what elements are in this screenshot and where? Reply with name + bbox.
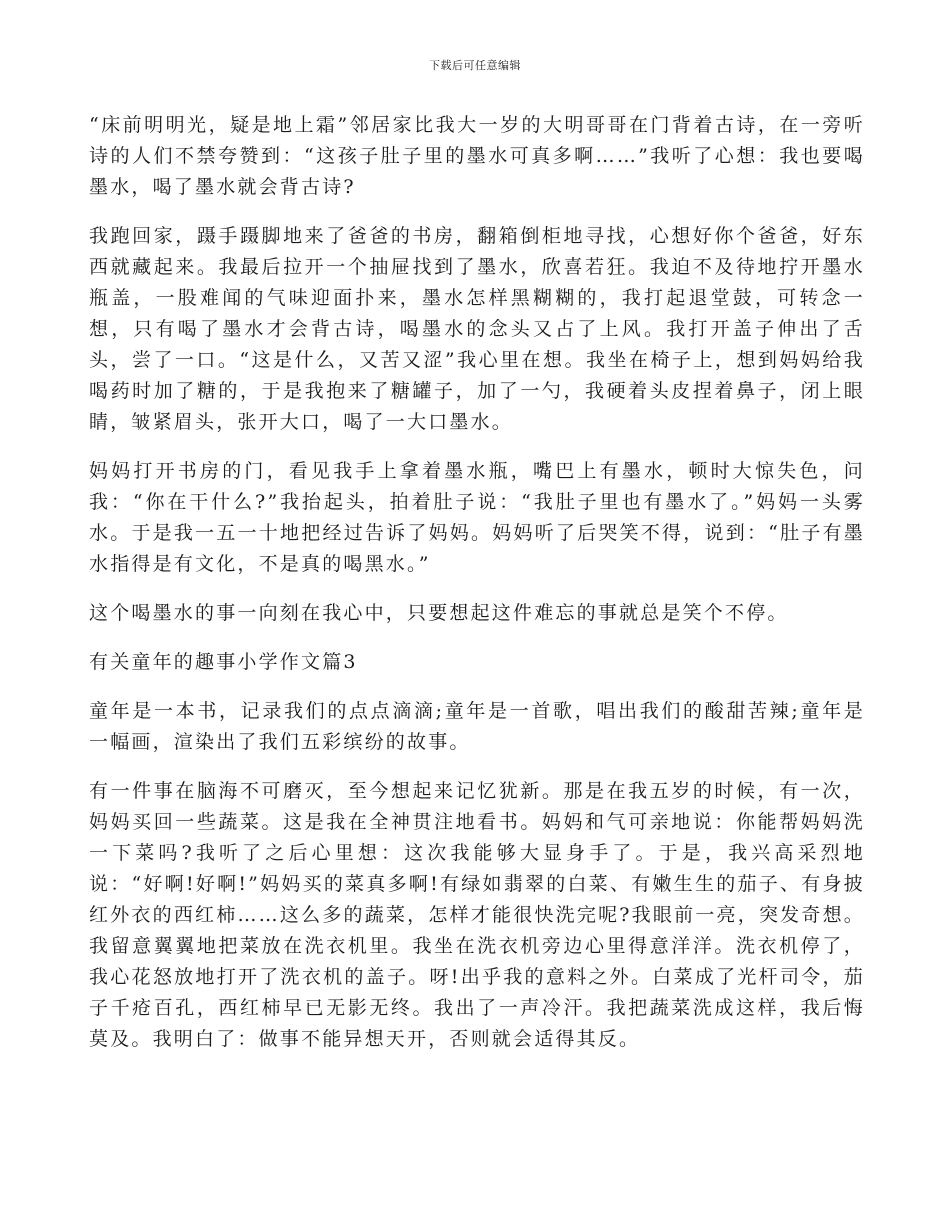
- paragraph-4: 这个喝墨水的事一向刻在我心中，只要想起这件难忘的事就总是笑个不停。: [89, 602, 789, 624]
- section-title: 有关童年的趣事小学作文篇3: [89, 651, 358, 673]
- paragraph-1: “床前明明光，疑是地上霜”邻居家比我大一岁的大明哥哥在门背着古诗，在一旁听诗的人们不禁夸赞到：“这孩子肚子里的墨水可真多啊……”我听了心想：我也要喝墨水，喝了墨水就会背古诗?: [89, 114, 865, 198]
- document-body: [89, 110, 865, 1073]
- paragraph-2: 我跑回家，蹑手蹑脚地来了爸爸的书房，翻箱倒柜地寻找，心想好你个爸爸，好东西就藏起来。我最后拉开一个抽屉找到了墨水，欣喜若狂。我迫不及待地拧开墨水瓶盖，一股难闻的气味迎面扑来，墨水怎样黑糊糊的，我打起退堂鼓，可转念一想，只有喝了墨水才会背古诗，喝墨水的念头又占了上风。我打开盖子伸出了舌头，尝了一口。“这是什么，又苦又涩”我心里在想。我坐在椅子上，想到妈妈给我喝药时加了糖的，于是我抱来了糖罐子，加了一勺，我硬着头皮捏着鼻子，闭上眼睛，皱紧眉头，张开大口，喝了一大口墨水。: [89, 225, 865, 433]
- paragraph-3: 妈妈打开书房的门，看见我手上拿着墨水瓶，嘴巴上有墨水，顿时大惊失色，问我：“你在干什么?”我抬起头，拍着肚子说：“我肚子里也有墨水了。”妈妈一头雾水。于是我一五一十地把经过告诉了妈妈。妈妈听了后哭笑不得，说到：“肚子有墨水指得是有文化，不是真的喝黑水。”: [89, 460, 865, 575]
- paragraph-6: 有一件事在脑海不可磨灭，至今想起来记忆犹新。那是在我五岁的时候，有一次，妈妈买回一些蔬菜。这是我在全神贯注地看书。妈妈和气可亲地说：你能帮妈妈洗一下菜吗?我听了之后心里想：这次我能够大显身手了。于是，我兴高采烈地说：“好啊!好啊!”妈妈买的菜真多啊!有绿如翡翠的白菜、有嫩生生的茄子、有身披红外衣的西红柿……这么多的蔬菜，怎样才能很快洗完呢?我眼前一亮，突发奇想。我留意翼翼地把菜放在洗衣机里。我坐在洗衣机旁边心里得意洋洋。洗衣机停了，我心花怒放地打开了洗衣机的盖子。呀!出乎我的意料之外。白菜成了光杆司令，茄子千疮百孔，西红柿早已无影无终。我出了一声冷汗。我把蔬菜洗成这样，我后悔莫及。我明白了：做事不能异想天开，否则就会适得其反。: [89, 780, 865, 1050]
- page-header-note: 下载后可任意编辑: [429, 59, 521, 72]
- paragraph-5: 童年是一本书，记录我们的点点滴滴;童年是一首歌，唱出我们的酸甜苦辣;童年是一幅画，渲染出了我们五彩缤纷的故事。: [89, 700, 865, 753]
